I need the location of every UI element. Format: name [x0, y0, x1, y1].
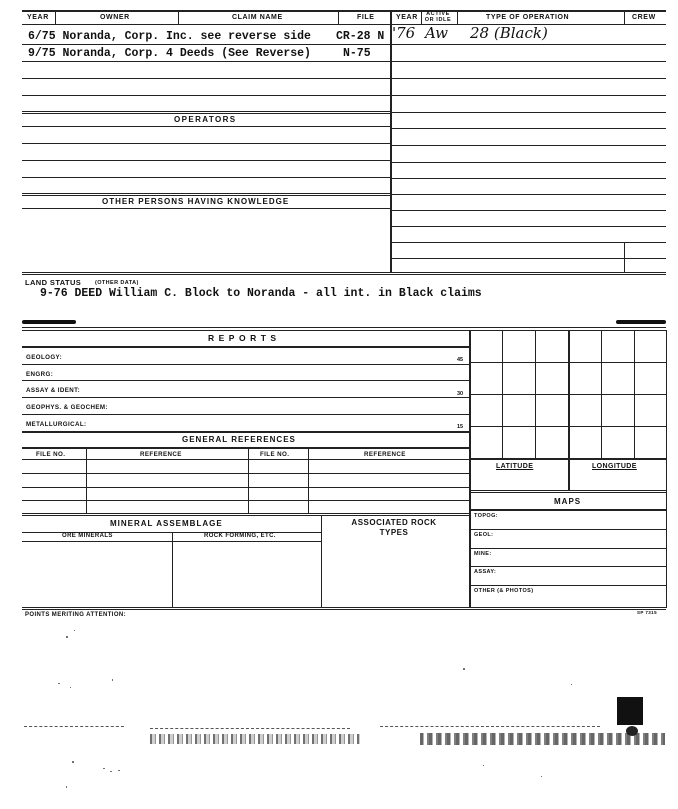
- report-geology-num: 45: [457, 357, 464, 363]
- rock-forming-label: ROCK FORMING, ETC.: [204, 533, 276, 539]
- ore-minerals-label: ORE MINERALS: [62, 533, 113, 539]
- maps-title: MAPS: [554, 497, 582, 506]
- ref-reference-1: REFERENCE: [140, 451, 182, 458]
- handwritten-status: Aw: [425, 24, 448, 42]
- header-crew: CREW: [632, 14, 656, 21]
- associated-rock-types-label: ASSOCIATED ROCK TYPES: [351, 518, 437, 537]
- report-metallurgical: METALLURGICAL:: [26, 421, 87, 428]
- land-status-subtitle: (OTHER DATA): [95, 280, 139, 286]
- owner-row-2-file: N-75: [343, 47, 371, 60]
- report-engrg: ENGRG:: [26, 371, 54, 378]
- ref-file-no-1: FILE NO.: [36, 451, 66, 458]
- handwritten-operation: 28 (Black): [470, 24, 548, 42]
- other-persons-title: OTHER PERSONS HAVING KNOWLEDGE: [102, 197, 290, 206]
- map-assay: ASSAY:: [474, 569, 497, 575]
- land-status-entry: 9-76 DEED William C. Block to Noranda - all int. in Black claims: [40, 287, 482, 300]
- owner-row-1: 6/75 Noranda, Corp. Inc. see reverse side: [28, 30, 311, 43]
- owner-row-1-file: CR-28 N: [336, 30, 385, 43]
- report-geophys: GEOPHYS. & GEOCHEM:: [26, 404, 108, 411]
- header-file: FILE: [357, 14, 375, 21]
- latitude-label: LATITUDE: [496, 463, 534, 470]
- report-geology: GEOLOGY:: [26, 354, 63, 361]
- general-references-title: GENERAL REFERENCES: [182, 435, 296, 444]
- ref-file-no-2: FILE NO.: [260, 451, 290, 458]
- ref-reference-2: REFERENCE: [364, 451, 406, 458]
- land-status-title: LAND STATUS: [25, 278, 82, 287]
- header-owner: OWNER: [100, 14, 130, 21]
- map-geol: GEOL:: [474, 532, 494, 538]
- header-year: YEAR: [27, 14, 49, 21]
- operators-title: OPERATORS: [174, 115, 237, 124]
- map-topog: TOPOG:: [474, 513, 498, 519]
- mineral-assemblage-title: MINERAL ASSEMBLAGE: [110, 519, 223, 528]
- header-claim-name: CLAIM NAME: [232, 14, 283, 21]
- header-type-of-operation: TYPE OF OPERATION: [486, 14, 570, 21]
- handwritten-year: '76: [392, 24, 416, 42]
- longitude-label: LONGITUDE: [592, 463, 637, 470]
- form-number: SP 7315: [637, 610, 657, 615]
- header-year-2: YEAR: [396, 14, 418, 21]
- map-other: OTHER (& PHOTOS): [474, 588, 534, 594]
- points-label: POINTS MERITING ATTENTION:: [25, 612, 127, 618]
- report-assay: ASSAY & IDENT:: [26, 387, 81, 394]
- header-active-idle: ACTIVE OR IDLE: [424, 11, 452, 23]
- report-metallurgical-num: 15: [457, 424, 464, 430]
- report-assay-num: 30: [457, 391, 464, 397]
- owner-row-2: 9/75 Noranda, Corp. 4 Deeds (See Reverse): [28, 47, 311, 60]
- reports-title: REPORTS: [208, 333, 281, 343]
- map-mine: MINE:: [474, 551, 492, 557]
